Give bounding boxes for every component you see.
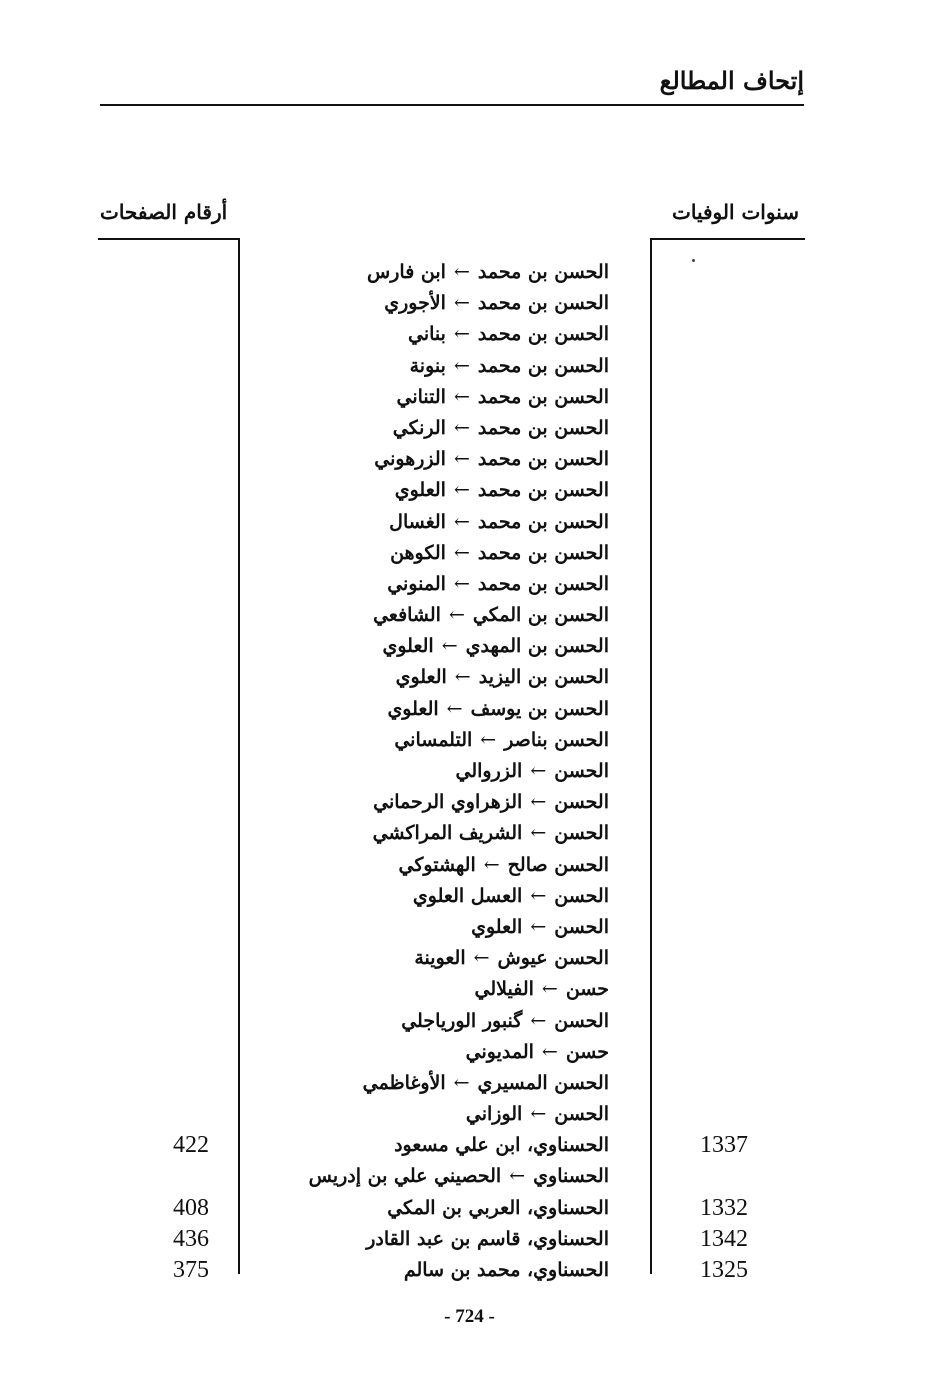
index-entry	[0, 475, 939, 506]
entry-reference: الوزاني	[465, 1103, 523, 1126]
see-arrow-icon: ←	[480, 728, 497, 751]
entry-name: الحسن بن محمد	[477, 510, 609, 533]
index-entry	[0, 569, 939, 600]
index-entry	[0, 631, 939, 662]
entry-text	[413, 881, 609, 912]
entry-text	[404, 1255, 609, 1286]
see-arrow-icon: ←	[453, 541, 470, 564]
see-arrow-icon: ←	[453, 572, 470, 595]
entry-text	[363, 1068, 609, 1099]
entry-name: الحسن	[554, 1009, 609, 1032]
see-arrow-icon: ←	[453, 323, 470, 346]
entry-reference: العلوي	[394, 479, 446, 502]
entry-text	[366, 1224, 609, 1255]
pages-column-top-rule	[98, 238, 240, 240]
entry-reference: العسل العلوي	[412, 884, 523, 907]
entry-text	[373, 818, 609, 849]
see-arrow-icon: ←	[446, 697, 463, 720]
entry-text	[395, 475, 609, 506]
entry-name: الحسن بناصر	[504, 728, 609, 751]
index-entry	[0, 1099, 939, 1130]
see-arrow-icon: ←	[453, 354, 470, 377]
see-arrow-icon: ←	[473, 947, 490, 970]
see-arrow-icon: ←	[530, 760, 547, 782]
see-arrow-icon: ←	[453, 292, 470, 315]
index-entry	[0, 662, 939, 693]
entry-reference: الزروالي	[455, 760, 523, 782]
see-arrow-icon: ←	[453, 479, 470, 502]
header-rule	[100, 104, 804, 106]
entry-text	[367, 257, 609, 288]
entry-name: الحسن المسيري	[477, 1071, 609, 1094]
see-arrow-icon: ←	[441, 635, 458, 658]
entry-name: الحسن بن محمد	[477, 323, 609, 346]
death-year: 1337	[700, 1132, 748, 1159]
see-arrow-icon: ←	[509, 1165, 526, 1188]
entry-text	[396, 382, 609, 413]
see-arrow-icon: ←	[541, 978, 558, 1001]
entry-reference: العلوي	[395, 666, 447, 689]
index-entry	[0, 881, 939, 912]
see-arrow-icon: ←	[530, 1009, 547, 1032]
index-entry	[0, 1224, 939, 1255]
page-reference: 436	[173, 1225, 209, 1252]
entry-name: الحسن بن محمد	[477, 292, 609, 315]
index-entry	[0, 507, 939, 538]
index-entry	[0, 1068, 939, 1099]
index-entry	[0, 1255, 939, 1286]
entry-text	[309, 1161, 609, 1192]
index-entry	[0, 912, 939, 943]
see-arrow-icon: ←	[530, 1103, 547, 1126]
entry-name: الحسن بن محمد	[477, 479, 609, 502]
entry-reference: الرنكي	[392, 416, 446, 439]
page-reference: 408	[173, 1194, 209, 1221]
entry-name: الحسن بن محمد	[477, 385, 609, 408]
entry-name: الحسن	[554, 915, 609, 938]
entry-name: الحسن بن محمد	[477, 572, 609, 595]
entry-reference: بنونة	[409, 354, 446, 377]
index-entry	[0, 288, 939, 319]
index-entry	[0, 413, 939, 444]
entry-name: الحسناوي، قاسم بن عبد القادر	[366, 1227, 609, 1250]
index-entry	[0, 694, 939, 725]
entry-name: حسن	[565, 1040, 609, 1063]
see-arrow-icon: ←	[530, 822, 547, 845]
entry-reference: بناني	[408, 323, 446, 346]
entry-reference: الأوغاظمي	[362, 1071, 446, 1094]
entry-text	[393, 413, 609, 444]
entry-name: الحسن بن يوسف	[470, 697, 609, 720]
index-entry	[0, 725, 939, 756]
entry-reference: التلمساني	[394, 728, 473, 751]
entry-text	[373, 787, 609, 818]
pages-column-heading: أرقام الصفحات	[100, 200, 228, 224]
entry-text	[373, 600, 609, 631]
entry-name: الحسن بن المكي	[472, 604, 609, 627]
entry-text	[399, 850, 609, 881]
index-entry	[0, 974, 939, 1005]
entry-reference: المنوني	[387, 572, 446, 595]
index-entry	[0, 1161, 939, 1192]
index-entry	[0, 257, 939, 288]
entry-text	[382, 631, 609, 662]
years-column-top-rule	[650, 238, 805, 240]
entry-name: الحسناوي، ابن علي مسعود	[394, 1134, 609, 1157]
page-reference: 422	[173, 1132, 209, 1159]
entry-name: الحسن بن اليزيد	[478, 666, 609, 689]
entry-reference: الفيلالي	[474, 978, 534, 1001]
page-number: - 724 -	[444, 1306, 495, 1327]
entry-name: الحسناوي، محمد بن سالم	[403, 1259, 609, 1281]
see-arrow-icon: ←	[453, 416, 470, 439]
entry-reference: الكوهن	[390, 541, 446, 564]
index-entry	[0, 1037, 939, 1068]
see-arrow-icon: ←	[483, 853, 500, 876]
death-year: 1342	[700, 1225, 748, 1252]
see-arrow-icon: ←	[453, 385, 470, 408]
entry-text	[471, 912, 609, 943]
entry-name: حسن	[565, 978, 609, 1001]
index-entry	[0, 382, 939, 413]
entry-name: الحسن بن محمد	[477, 448, 609, 471]
index-entry	[0, 850, 939, 881]
entry-text	[390, 538, 609, 569]
entry-text	[475, 974, 609, 1005]
index-entry	[0, 538, 939, 569]
entry-text	[387, 1193, 609, 1224]
entry-reference: العوينة	[414, 947, 466, 970]
entry-reference: ابن فارس	[367, 261, 446, 283]
entry-text	[456, 756, 609, 787]
see-arrow-icon: ←	[453, 448, 470, 471]
entry-reference: الشافعي	[373, 604, 441, 627]
entry-reference: الزهراوي الرحماني	[373, 791, 523, 814]
entry-name: الحسن بن محمد	[477, 261, 609, 283]
entry-text	[387, 569, 609, 600]
entry-name: الحسن بن محمد	[477, 354, 609, 377]
see-arrow-icon: ←	[530, 791, 547, 814]
death-year: 1332	[700, 1194, 748, 1221]
entry-reference: التناني	[396, 385, 446, 408]
years-column-heading: سنوات الوفيات	[672, 200, 799, 224]
entry-name: الحسن بن محمد	[477, 416, 609, 439]
entry-reference: الأجوري	[384, 292, 446, 315]
entry-name: الحسن	[554, 760, 609, 782]
index-entry	[0, 943, 939, 974]
entry-reference: المديوني	[465, 1040, 534, 1063]
entry-text	[384, 288, 609, 319]
entry-reference: الحصيني علي بن إدريس	[308, 1165, 502, 1188]
index-entry	[0, 444, 939, 475]
index-entry	[0, 600, 939, 631]
entry-name: الحسناوي، العربي بن المكي	[387, 1196, 609, 1219]
index-entry	[0, 756, 939, 787]
entry-reference: گنبور الورياجلي	[401, 1009, 523, 1032]
entry-name: الحسن	[554, 822, 609, 845]
see-arrow-icon: ←	[454, 666, 471, 689]
entry-name: الحسن بن المهدي	[465, 635, 609, 658]
entry-reference: الهشتوكي	[398, 853, 476, 876]
entry-reference: العلوي	[387, 697, 439, 720]
entry-text	[466, 1037, 609, 1068]
index-entry	[0, 787, 939, 818]
entry-reference: الشريف المراكشي	[372, 822, 523, 845]
entry-text	[410, 351, 609, 382]
see-arrow-icon: ←	[530, 884, 547, 907]
entry-reference: العلوي	[471, 915, 523, 938]
index-entry	[0, 319, 939, 350]
index-entries	[0, 257, 939, 1286]
running-title: إتحاف المطالع	[659, 66, 804, 95]
death-year: 1325	[700, 1257, 748, 1283]
see-arrow-icon: ←	[453, 1071, 470, 1094]
entry-name: الحسناوي	[533, 1165, 609, 1188]
see-arrow-icon: ←	[530, 915, 547, 938]
entry-text	[401, 1006, 609, 1037]
index-entry	[0, 818, 939, 849]
entry-reference: الزرهوني	[374, 448, 446, 471]
entry-text	[408, 319, 609, 350]
entry-name: الحسن	[554, 884, 609, 907]
entry-text	[387, 694, 609, 725]
see-arrow-icon: ←	[453, 510, 470, 533]
entry-name: الحسن	[554, 1103, 609, 1126]
entry-name: الحسن بن محمد	[477, 541, 609, 564]
index-entry	[0, 351, 939, 382]
page-reference: 375	[173, 1257, 209, 1283]
entry-text	[394, 725, 609, 756]
entry-name: الحسن صالح	[507, 853, 609, 876]
entry-text	[389, 507, 609, 538]
entry-text	[414, 943, 609, 974]
index-entry	[0, 1130, 939, 1161]
entry-reference: العلوي	[382, 635, 434, 658]
entry-name: الحسن عيوش	[497, 947, 609, 970]
entry-text	[396, 662, 609, 693]
entry-text	[466, 1099, 609, 1130]
entry-text	[374, 444, 609, 475]
see-arrow-icon: ←	[541, 1040, 558, 1063]
index-entry	[0, 1006, 939, 1037]
entry-name: الحسن	[554, 791, 609, 814]
index-entry	[0, 1193, 939, 1224]
see-arrow-icon: ←	[448, 604, 465, 627]
entry-reference: الغسال	[389, 510, 446, 533]
see-arrow-icon: ←	[453, 261, 470, 283]
entry-text	[394, 1130, 609, 1161]
